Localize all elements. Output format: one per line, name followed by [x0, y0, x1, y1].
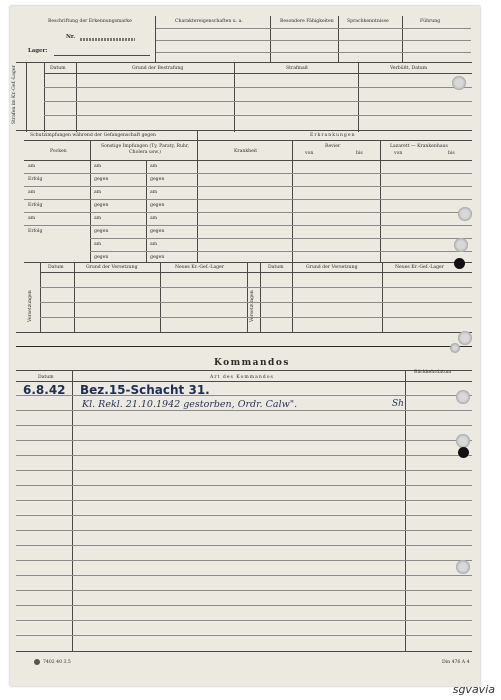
- pocken-row-5: am: [28, 216, 36, 221]
- sonst-left-1: am: [94, 164, 102, 169]
- sonst-right-2: gegen: [150, 177, 165, 182]
- pocken-row-2: Erfolg: [28, 177, 43, 182]
- pocken-row-3: am: [28, 190, 36, 195]
- kommandos-col-datum: Datum: [38, 375, 54, 380]
- versetzungen-side-label-left: Versetzungen: [28, 290, 33, 322]
- strafen-col-strafmass: Strafmaß: [286, 66, 308, 71]
- impf-col-pocken: Pocken: [50, 149, 67, 154]
- vers-right-col-datum: Datum: [268, 265, 284, 270]
- strafen-side-label: Strafen im Kr.-Gef.-Lager: [12, 65, 17, 124]
- printer-mark-icon: [34, 659, 40, 665]
- versetzungen-side-label-right: Versetzungen: [250, 290, 255, 322]
- strafen-col-verbuesst: Verbüßt, Datum: [390, 66, 428, 71]
- kommandos-col-rueckkehr: Rückkehrdatum: [414, 370, 452, 375]
- charaktereigenschaften-label: Charaktereigenschaften u. a.: [175, 19, 243, 24]
- erk-col-krankheit: Krankheit: [234, 149, 258, 154]
- sonst-left-6: gegen: [94, 229, 109, 234]
- sonst-left-5: am: [94, 216, 102, 221]
- strafen-col-grund: Grund der Bestrafung: [132, 66, 184, 71]
- beschriftung-label: Beschriftung der Erkennungsmarke: [48, 19, 132, 24]
- kommandos-col-art: Art des Kommandos: [210, 375, 274, 380]
- punch-hole-icon: [458, 447, 469, 458]
- pocken-row-6: Erfolg: [28, 229, 43, 234]
- kommando-entry-note: Kl. Rekl. 21.10.1942 gestorben, Ordr. Calw".: [82, 399, 298, 410]
- sonst-left-7: am: [94, 242, 102, 247]
- sonst-left-2: gegen: [94, 177, 109, 182]
- erk-revier-von: von: [305, 151, 314, 156]
- sonst-right-8: gegen: [150, 255, 165, 260]
- sonst-right-5: am: [150, 216, 158, 221]
- punch-hole-icon: [450, 343, 460, 353]
- registration-card: [10, 6, 480, 686]
- watermark: sgvavia: [452, 683, 495, 696]
- punch-hole-icon: [456, 434, 470, 448]
- erk-revier-bis: bis: [356, 151, 363, 156]
- sonst-right-4: gegen: [150, 203, 165, 208]
- impf-col-sonstige: Sonstige Impfungen (Ty, Paraty, Ruhr, Cholera usw.): [100, 144, 190, 155]
- kommando-entry-date: 6.8.42: [23, 383, 66, 397]
- erk-col-revier: Revier: [325, 144, 341, 149]
- punch-hole-icon: [452, 76, 466, 90]
- fuehrung-label: Führung: [420, 19, 441, 24]
- kommandos-title: Kommandos: [214, 358, 290, 368]
- sonst-left-3: am: [94, 190, 102, 195]
- impfungen-title: Schutzimpfungen während der Gefangenschaft gegen: [30, 133, 156, 138]
- vers-left-col-grund: Grund der Versetzung: [86, 265, 138, 270]
- nr-field: [80, 38, 135, 41]
- strafen-col-datum: Datum: [50, 66, 66, 71]
- vers-right-col-grund: Grund der Versetzung: [306, 265, 358, 270]
- punch-hole-icon: [456, 390, 470, 404]
- punch-hole-icon: [458, 207, 472, 221]
- footer-left-code: 7402 40 3.5: [43, 660, 71, 665]
- kommando-entry-initial: Sh: [392, 399, 404, 409]
- sprachkenntnisse-label: Sprachkenntnisse: [347, 19, 389, 24]
- punch-hole-icon: [456, 560, 470, 574]
- vers-left-col-datum: Datum: [48, 265, 64, 270]
- pocken-row-1: am: [28, 164, 36, 169]
- sonst-right-3: am: [150, 190, 158, 195]
- erk-col-lazarett: Lazarett — Krankenhaus: [390, 144, 448, 149]
- nr-label: Nr.: [66, 34, 76, 40]
- punch-hole-icon: [454, 238, 468, 252]
- faehigkeiten-label: Besondere Fähigkeiten: [280, 19, 334, 24]
- erk-lazarett-von: von: [394, 151, 403, 156]
- pocken-row-4: Erfolg: [28, 203, 43, 208]
- punch-hole-icon: [458, 331, 472, 345]
- kommando-entry-stamp: Bez.15-Schacht 31.: [80, 383, 210, 397]
- sonst-left-8: gegen: [94, 255, 109, 260]
- erkrankungen-title: Erkrankungen: [310, 133, 356, 138]
- lager-label: Lager:: [28, 48, 48, 54]
- vers-left-col-neues: Neues Kr.-Gef.-Lager: [175, 265, 224, 270]
- sonst-right-7: am: [150, 242, 158, 247]
- sonst-right-6: gegen: [150, 229, 165, 234]
- footer-right-code: Din 476 A 4: [442, 660, 470, 665]
- sonst-right-1: am: [150, 164, 158, 169]
- erk-lazarett-bis: bis: [448, 151, 455, 156]
- sonst-left-4: gegen: [94, 203, 109, 208]
- vers-right-col-neues: Neues Kr.-Gef.-Lager: [395, 265, 444, 270]
- punch-hole-icon: [454, 258, 465, 269]
